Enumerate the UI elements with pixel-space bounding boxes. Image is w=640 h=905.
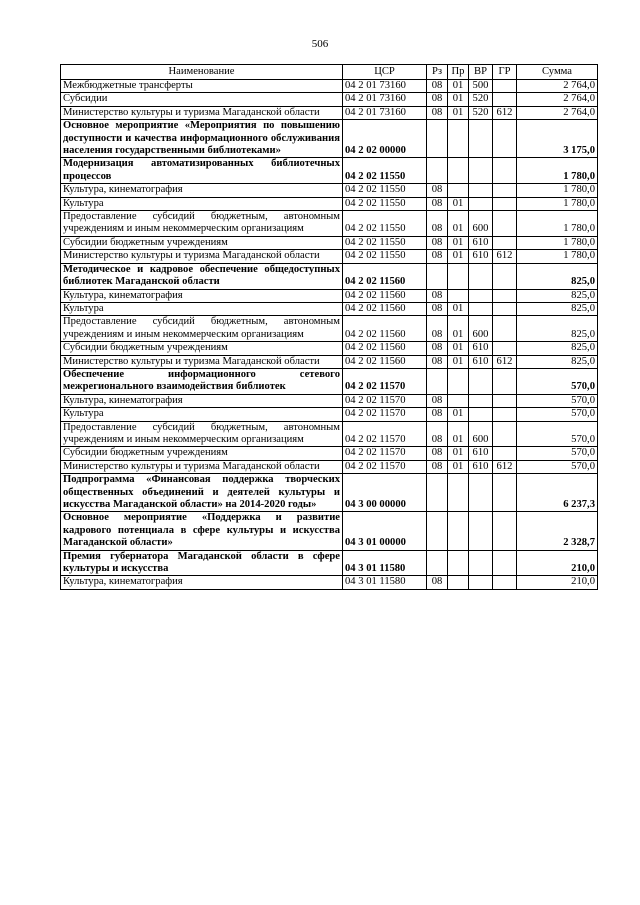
row-vr-cell bbox=[469, 289, 493, 302]
row-name-cell: Министерство культуры и туризма Магаданской области bbox=[61, 355, 343, 368]
row-gr-cell bbox=[493, 289, 517, 302]
row-name-cell: Культура, кинематография bbox=[61, 576, 343, 589]
row-csr-cell: 04 2 02 11560 bbox=[343, 289, 427, 302]
table-row bbox=[61, 289, 598, 302]
row-gr-cell bbox=[493, 236, 517, 249]
row-vr-cell: 610 bbox=[469, 355, 493, 368]
row-csr-cell: 04 2 01 73160 bbox=[343, 93, 427, 106]
row-name-cell: Предоставление субсидий бюджетным, автономным учреждениям и иным некоммерческим организациям bbox=[61, 421, 343, 447]
row-vr-cell: 610 bbox=[469, 236, 493, 249]
row-rz-cell bbox=[427, 368, 448, 394]
row-rz-cell: 08 bbox=[427, 197, 448, 210]
row-pr-cell: 01 bbox=[448, 236, 469, 249]
row-sum-cell: 6 237,3 bbox=[517, 474, 598, 512]
row-gr-cell bbox=[493, 474, 517, 512]
row-gr-cell bbox=[493, 512, 517, 550]
row-gr-cell: 612 bbox=[493, 355, 517, 368]
row-pr-cell bbox=[448, 158, 469, 184]
row-pr-cell: 01 bbox=[448, 302, 469, 315]
row-pr-cell bbox=[448, 263, 469, 289]
row-gr-cell bbox=[493, 447, 517, 460]
row-gr-cell: 612 bbox=[493, 106, 517, 119]
row-rz-cell: 08 bbox=[427, 421, 448, 447]
row-csr-cell: 04 2 02 11550 bbox=[343, 184, 427, 197]
row-pr-cell bbox=[448, 289, 469, 302]
row-pr-cell: 01 bbox=[448, 106, 469, 119]
row-csr-cell: 04 2 02 11560 bbox=[343, 263, 427, 289]
row-csr-cell: 04 2 01 73160 bbox=[343, 106, 427, 119]
row-rz-cell: 08 bbox=[427, 250, 448, 263]
row-gr-cell bbox=[493, 576, 517, 589]
row-sum-cell: 2 764,0 bbox=[517, 93, 598, 106]
row-pr-cell: 01 bbox=[448, 421, 469, 447]
column-header-gr: ГР bbox=[493, 65, 517, 80]
row-gr-cell bbox=[493, 263, 517, 289]
row-csr-cell: 04 3 01 00000 bbox=[343, 512, 427, 550]
row-gr-cell bbox=[493, 368, 517, 394]
row-pr-cell: 01 bbox=[448, 93, 469, 106]
table-row bbox=[61, 80, 598, 93]
row-sum-cell: 825,0 bbox=[517, 263, 598, 289]
row-vr-cell bbox=[469, 120, 493, 158]
row-csr-cell: 04 2 02 11570 bbox=[343, 368, 427, 394]
column-header-name: Наименование bbox=[61, 65, 343, 80]
row-sum-cell: 3 175,0 bbox=[517, 120, 598, 158]
column-header-pr: Пр bbox=[448, 65, 469, 80]
table-row bbox=[61, 316, 598, 342]
row-csr-cell: 04 2 02 11570 bbox=[343, 460, 427, 473]
row-csr-cell: 04 2 02 11570 bbox=[343, 394, 427, 407]
page-number: 506 bbox=[311, 38, 329, 50]
row-vr-cell bbox=[469, 408, 493, 421]
row-vr-cell bbox=[469, 394, 493, 407]
row-gr-cell bbox=[493, 197, 517, 210]
row-pr-cell: 01 bbox=[448, 408, 469, 421]
row-name-cell: Министерство культуры и туризма Магаданской области bbox=[61, 250, 343, 263]
row-name-cell: Предоставление субсидий бюджетным, автономным учреждениям и иным некоммерческим организациям bbox=[61, 211, 343, 237]
row-csr-cell: 04 2 02 11550 bbox=[343, 250, 427, 263]
row-sum-cell: 1 780,0 bbox=[517, 158, 598, 184]
row-name-cell: Основное мероприятие «Поддержка и развитие кадрового потенциала в сфере культуры и искусства Магаданской области» bbox=[61, 512, 343, 550]
table-row bbox=[61, 302, 598, 315]
table-header bbox=[61, 65, 598, 80]
row-rz-cell: 08 bbox=[427, 460, 448, 473]
row-rz-cell: 08 bbox=[427, 316, 448, 342]
row-name-cell: Субсидии бюджетным учреждениям bbox=[61, 236, 343, 249]
row-vr-cell: 520 bbox=[469, 106, 493, 119]
table-row bbox=[61, 158, 598, 184]
row-gr-cell bbox=[493, 394, 517, 407]
table-row bbox=[61, 342, 598, 355]
row-vr-cell: 500 bbox=[469, 80, 493, 93]
row-vr-cell: 610 bbox=[469, 342, 493, 355]
row-pr-cell: 01 bbox=[448, 460, 469, 473]
row-vr-cell: 610 bbox=[469, 460, 493, 473]
table-row bbox=[61, 236, 598, 249]
column-header-rz: Рз bbox=[427, 65, 448, 80]
row-name-cell: Культура bbox=[61, 197, 343, 210]
row-vr-cell: 600 bbox=[469, 316, 493, 342]
row-csr-cell: 04 2 02 11570 bbox=[343, 408, 427, 421]
row-rz-cell: 08 bbox=[427, 394, 448, 407]
row-name-cell: Министерство культуры и туризма Магаданской области bbox=[61, 460, 343, 473]
row-name-cell: Субсидии bbox=[61, 93, 343, 106]
row-name-cell: Основное мероприятие «Мероприятия по повышению доступности и качества информационного обслуживания населения государственными библиотеками» bbox=[61, 120, 343, 158]
row-sum-cell: 1 780,0 bbox=[517, 211, 598, 237]
row-name-cell: Субсидии бюджетным учреждениям bbox=[61, 447, 343, 460]
row-sum-cell: 1 780,0 bbox=[517, 184, 598, 197]
row-csr-cell: 04 3 01 11580 bbox=[343, 550, 427, 576]
row-gr-cell: 612 bbox=[493, 460, 517, 473]
table-row bbox=[61, 512, 598, 550]
table-row bbox=[61, 263, 598, 289]
row-name-cell: Культура bbox=[61, 408, 343, 421]
row-vr-cell bbox=[469, 368, 493, 394]
row-rz-cell: 08 bbox=[427, 80, 448, 93]
column-header-vr: ВР bbox=[469, 65, 493, 80]
row-rz-cell: 08 bbox=[427, 236, 448, 249]
table-row bbox=[61, 474, 598, 512]
row-csr-cell: 04 2 02 11560 bbox=[343, 342, 427, 355]
row-name-cell: Культура, кинематография bbox=[61, 394, 343, 407]
row-rz-cell bbox=[427, 120, 448, 158]
row-sum-cell: 1 780,0 bbox=[517, 250, 598, 263]
row-csr-cell: 04 3 01 11580 bbox=[343, 576, 427, 589]
row-rz-cell bbox=[427, 158, 448, 184]
row-name-cell: Предоставление субсидий бюджетным, автономным учреждениям и иным некоммерческим организациям bbox=[61, 316, 343, 342]
row-pr-cell: 01 bbox=[448, 447, 469, 460]
row-sum-cell: 825,0 bbox=[517, 355, 598, 368]
row-name-cell: Культура bbox=[61, 302, 343, 315]
row-sum-cell: 210,0 bbox=[517, 550, 598, 576]
row-vr-cell: 610 bbox=[469, 250, 493, 263]
row-csr-cell: 04 2 02 11560 bbox=[343, 355, 427, 368]
row-csr-cell: 04 2 02 11570 bbox=[343, 421, 427, 447]
row-name-cell: Министерство культуры и туризма Магаданской области bbox=[61, 106, 343, 119]
row-csr-cell: 04 2 02 11550 bbox=[343, 197, 427, 210]
row-rz-cell: 08 bbox=[427, 211, 448, 237]
row-sum-cell: 825,0 bbox=[517, 342, 598, 355]
row-rz-cell bbox=[427, 550, 448, 576]
table-body bbox=[61, 80, 598, 590]
row-pr-cell: 01 bbox=[448, 211, 469, 237]
row-vr-cell: 600 bbox=[469, 421, 493, 447]
row-gr-cell bbox=[493, 408, 517, 421]
table-row bbox=[61, 93, 598, 106]
row-sum-cell: 210,0 bbox=[517, 576, 598, 589]
row-gr-cell bbox=[493, 158, 517, 184]
row-sum-cell: 1 780,0 bbox=[517, 197, 598, 210]
table-row bbox=[61, 550, 598, 576]
row-sum-cell: 2 328,7 bbox=[517, 512, 598, 550]
row-name-cell: Модернизация автоматизированных библиотечных процессов bbox=[61, 158, 343, 184]
row-vr-cell: 520 bbox=[469, 93, 493, 106]
row-vr-cell: 600 bbox=[469, 211, 493, 237]
table-row bbox=[61, 197, 598, 210]
row-name-cell: Межбюджетные трансферты bbox=[61, 80, 343, 93]
table-row bbox=[61, 250, 598, 263]
row-csr-cell: 04 2 02 11560 bbox=[343, 302, 427, 315]
row-gr-cell bbox=[493, 93, 517, 106]
row-sum-cell: 570,0 bbox=[517, 460, 598, 473]
table-row bbox=[61, 368, 598, 394]
table-row bbox=[61, 184, 598, 197]
row-gr-cell bbox=[493, 80, 517, 93]
row-rz-cell: 08 bbox=[427, 342, 448, 355]
row-csr-cell: 04 3 00 00000 bbox=[343, 474, 427, 512]
row-sum-cell: 2 764,0 bbox=[517, 80, 598, 93]
row-sum-cell: 570,0 bbox=[517, 408, 598, 421]
row-pr-cell bbox=[448, 474, 469, 512]
row-pr-cell bbox=[448, 394, 469, 407]
row-pr-cell bbox=[448, 368, 469, 394]
row-gr-cell bbox=[493, 302, 517, 315]
table-row bbox=[61, 447, 598, 460]
table-row bbox=[61, 408, 598, 421]
row-sum-cell: 825,0 bbox=[517, 316, 598, 342]
table-row bbox=[61, 576, 598, 589]
row-rz-cell: 08 bbox=[427, 408, 448, 421]
row-name-cell: Культура, кинематография bbox=[61, 289, 343, 302]
row-sum-cell: 825,0 bbox=[517, 302, 598, 315]
row-name-cell: Субсидии бюджетным учреждениям bbox=[61, 342, 343, 355]
row-rz-cell: 08 bbox=[427, 447, 448, 460]
row-vr-cell bbox=[469, 184, 493, 197]
table-row bbox=[61, 211, 598, 237]
row-gr-cell: 612 bbox=[493, 250, 517, 263]
row-name-cell: Обеспечение информационного сетевого межрегионального взаимодействия библиотек bbox=[61, 368, 343, 394]
table-row bbox=[61, 460, 598, 473]
row-pr-cell: 01 bbox=[448, 197, 469, 210]
row-rz-cell: 08 bbox=[427, 93, 448, 106]
row-vr-cell bbox=[469, 576, 493, 589]
row-rz-cell: 08 bbox=[427, 106, 448, 119]
row-name-cell: Премия губернатора Магаданской области в сфере культуры и искусства bbox=[61, 550, 343, 576]
row-rz-cell bbox=[427, 512, 448, 550]
row-vr-cell bbox=[469, 474, 493, 512]
row-sum-cell: 570,0 bbox=[517, 421, 598, 447]
table-row bbox=[61, 421, 598, 447]
row-name-cell: Методическое и кадровое обеспечение общедоступных библиотек Магаданской области bbox=[61, 263, 343, 289]
row-pr-cell bbox=[448, 184, 469, 197]
table-row bbox=[61, 394, 598, 407]
table-row bbox=[61, 106, 598, 119]
row-vr-cell bbox=[469, 197, 493, 210]
row-gr-cell bbox=[493, 342, 517, 355]
row-sum-cell: 825,0 bbox=[517, 289, 598, 302]
row-csr-cell: 04 2 02 00000 bbox=[343, 120, 427, 158]
row-vr-cell bbox=[469, 512, 493, 550]
row-pr-cell: 01 bbox=[448, 342, 469, 355]
row-pr-cell: 01 bbox=[448, 250, 469, 263]
row-vr-cell bbox=[469, 158, 493, 184]
row-vr-cell: 610 bbox=[469, 447, 493, 460]
row-sum-cell: 570,0 bbox=[517, 368, 598, 394]
row-gr-cell bbox=[493, 550, 517, 576]
row-pr-cell bbox=[448, 576, 469, 589]
row-rz-cell: 08 bbox=[427, 184, 448, 197]
row-pr-cell bbox=[448, 512, 469, 550]
row-csr-cell: 04 2 02 11550 bbox=[343, 158, 427, 184]
row-sum-cell: 570,0 bbox=[517, 394, 598, 407]
row-gr-cell bbox=[493, 184, 517, 197]
row-name-cell: Культура, кинематография bbox=[61, 184, 343, 197]
row-csr-cell: 04 2 01 73160 bbox=[343, 80, 427, 93]
row-csr-cell: 04 2 02 11550 bbox=[343, 211, 427, 237]
table-row bbox=[61, 120, 598, 158]
row-rz-cell: 08 bbox=[427, 289, 448, 302]
row-rz-cell bbox=[427, 474, 448, 512]
row-gr-cell bbox=[493, 316, 517, 342]
row-pr-cell: 01 bbox=[448, 355, 469, 368]
row-csr-cell: 04 2 02 11560 bbox=[343, 316, 427, 342]
row-gr-cell bbox=[493, 421, 517, 447]
row-gr-cell bbox=[493, 211, 517, 237]
budget-table bbox=[60, 64, 598, 590]
row-vr-cell bbox=[469, 302, 493, 315]
row-vr-cell bbox=[469, 550, 493, 576]
row-csr-cell: 04 2 02 11550 bbox=[343, 236, 427, 249]
row-name-cell: Подпрограмма «Финансовая поддержка творческих общественных объединений и деятелей культуры и искусства Магаданской области» на 2014-2020 годы» bbox=[61, 474, 343, 512]
row-pr-cell: 01 bbox=[448, 316, 469, 342]
row-rz-cell: 08 bbox=[427, 302, 448, 315]
row-vr-cell bbox=[469, 263, 493, 289]
row-sum-cell: 1 780,0 bbox=[517, 236, 598, 249]
row-rz-cell: 08 bbox=[427, 576, 448, 589]
row-sum-cell: 570,0 bbox=[517, 447, 598, 460]
row-pr-cell: 01 bbox=[448, 80, 469, 93]
row-gr-cell bbox=[493, 120, 517, 158]
row-rz-cell bbox=[427, 263, 448, 289]
row-sum-cell: 2 764,0 bbox=[517, 106, 598, 119]
row-csr-cell: 04 2 02 11570 bbox=[343, 447, 427, 460]
column-header-csr: ЦСР bbox=[343, 65, 427, 80]
table-row bbox=[61, 355, 598, 368]
row-pr-cell bbox=[448, 120, 469, 158]
row-pr-cell bbox=[448, 550, 469, 576]
column-header-sum: Сумма bbox=[517, 65, 598, 80]
row-rz-cell: 08 bbox=[427, 355, 448, 368]
